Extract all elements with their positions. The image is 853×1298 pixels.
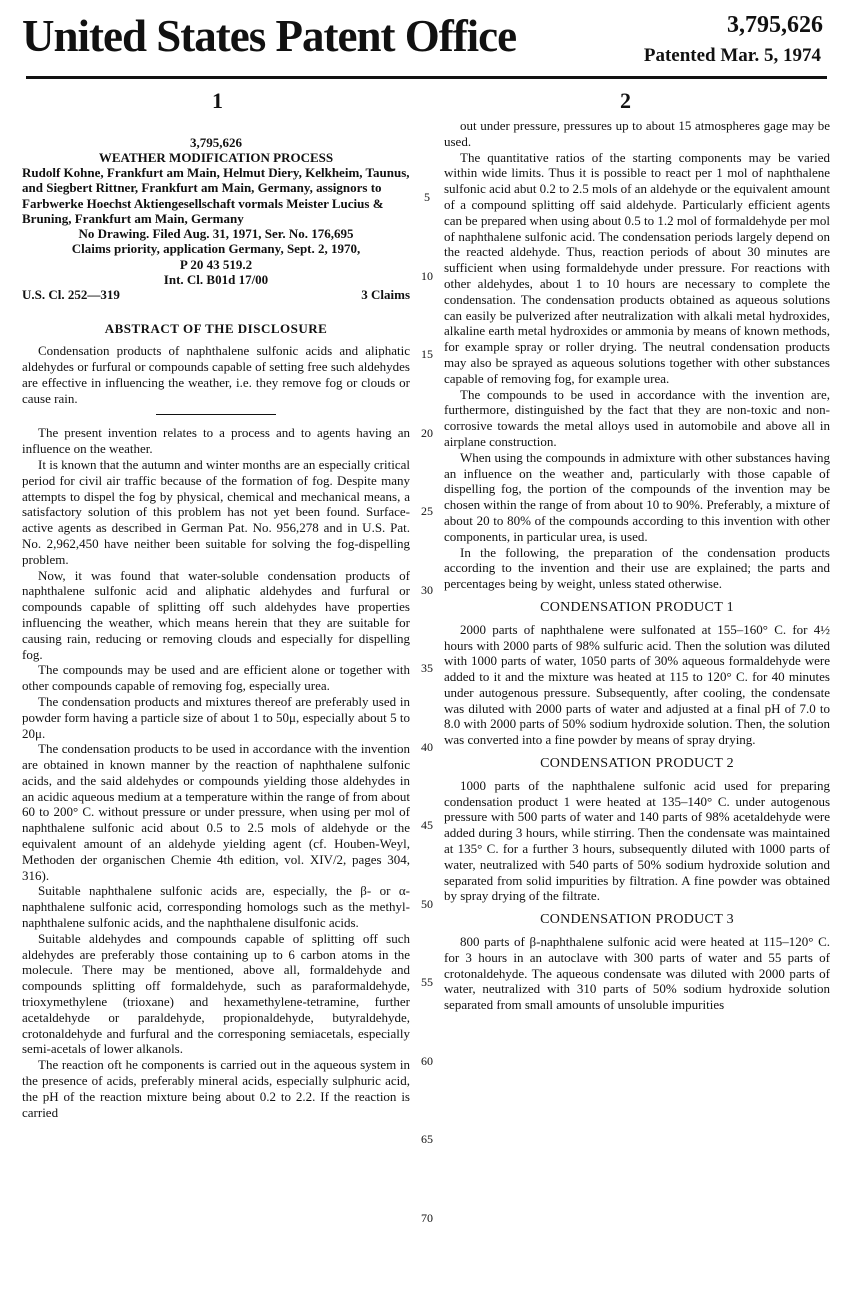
body-paragraph: out under pressure, pressures up to about 15 atmospheres gage may be used. [444,118,830,149]
body-paragraph: The compounds may be used and are efficient alone or together with other compounds capable of removing fog, especially urea. [22,662,410,694]
body-paragraph: Now, it was found that water-soluble condensation products of naphthalene sulfonic acid and aliphatic aldehydes and furfural or compounds capable of splitting off such aldehydes have properties influencing the weather, which means herein that they are suitable for causing rain, reducing or removing clouds and especially for dispelling fog. [22,567,410,662]
line-number: 15 [421,347,433,361]
left-column [22,135,410,1120]
claims-count: 3 Claims [361,287,410,303]
right-body [444,118,830,592]
filing-line-1: No Drawing. Filed Aug. 31, 1971, Ser. No. 176,695 [78,226,354,242]
abstract-title: ABSTRACT OF THE DISCLOSURE [104,321,328,337]
body-paragraph: Suitable naphthalene sulfonic acids are, especially, the β- or α-naphthalene sulfonic acid, corresponding homologs such as the methyl-naphthalene sulfonic acids, and the naphthalene disulfonic acids. [22,883,410,931]
abstract-rule [156,414,276,415]
inventors: Rudolf Kohne, Frankfurt am Main, Helmut Diery, Kelkheim, Taunus, and Siegbert Rittner, Frankfurt am Main, Germany, assignors to Farbwerke Hoechst Aktiengesellschaft vormals Meister Lucius & Bruning, Frankfurt am Main, Germany [22,165,410,226]
filing-line-3: P 20 43 519.2 [179,256,253,272]
section-heading: CONDENSATION PRODUCT 1 [540,599,734,615]
body-paragraph: In the following, the preparation of the condensation products according to the invention and their use are explained; the parts and percentages being by weight, unless stated otherwise. [444,544,830,592]
product-paragraph: 2000 parts of naphthalene were sulfonated at 155–160° C. for 4½ hours with 2000 parts of 98% sulfuric acid. Then the solution was diluted with 1000 parts of water, 1050 parts of 30% aqueous formaldehyde were added to it and the mixture was heated at 115 to 120° C. for 40 minutes under autogenous pressure. Subsequently, after cooling, the condensate was diluted with 2000 parts of water and adjusted at a final pH of 7.0 to 8.0 with 2000 parts of 50% sodium hydroxide solution. Then, the solution was converted into a fine powder by means of spray drying. [444,621,830,748]
front-patent-number: 3,795,626 [190,135,242,150]
right-column [444,118,830,1013]
line-number: 30 [421,582,433,597]
classification-row [22,287,410,303]
patented-date: Patented Mar. 5, 1974 [643,45,821,66]
line-number: 55 [421,975,433,989]
front-matter [22,135,410,165]
body-paragraph: The reaction oft he components is carried out in the aqueous system in the presence of acids, preferably mineral acids, especially sulphuric acid, the pH of the reaction mixture being about 0.2 to 2.2. If the reaction is carried [22,1057,410,1120]
condensation-products [444,600,830,1013]
us-classification: U.S. Cl. 252—319 [22,287,120,303]
body-paragraph: When using the compounds in admixture with other substances having an influence on the weather and, particularly with those capable of dispelling fog, the portion of the compounds of the invention may be chosen within the range of from about 10 to 90%. Preferably, a mixture of about 20 to 80% of the compounds according to this invention with other components, in particular urea, is used. [444,449,830,544]
line-number: 35 [421,661,433,675]
column-number-left: 1 [212,88,223,113]
body-paragraph: The quantitative ratios of the starting components may be varied within wide limits. Thus it is possible to react per 1 mol of naphthalene sulfonic acid abut 0.2 to 2.5 mols of an aldehyde or the equivalent amount of a compound splitting off said aldehyde. Particularly efficient agents can be prepared when using about 0.5 to 1.2 mol of formaldehyde per mol of naphthalene sulfonic acid. The condensation periods largely depend on the reacted aldehyde. Thus, reaction periods of about 30 minutes are sufficient when using formaldehyde under pressure. For reactions with other aldehydes, about 1 to 10 hours are necessary to complete the condensation. The condensation products obtained as aqueous solutions can easily be pulverized after neutralization with alkali metal hydroxides, alkaline earth metal hydroxides or ammonia by means of known methods, for example spray or roller drying. The neutral condensation products may also be sprayed as aqueous solutions together with other substances capable of removing fog, for example urea. [444,149,830,386]
body-paragraph: The condensation products and mixtures thereof are preferably used in powder form having a particle size of about 1 to 50μ, especially about 5 to 20μ. [22,693,410,741]
line-number: 20 [421,425,433,440]
line-number: 65 [421,1132,433,1146]
line-number: 10 [421,268,433,283]
line-number: 40 [421,739,433,754]
body-paragraph: Suitable aldehydes and compounds capable of splitting off such aldehydes are preferably those containing up to 6 carbon atoms in the molecule. There may be mentioned, above all, formaldehyde and compounds splitting off formaldehyde, such as paraformaldehyde, trioxymethylene (trioxane) and hexamethylene-tetramine, further acetaldehyde or paraldehyde, propionaldehyde, butyraldehyde, crotonaldehyde and furfural and the corresponing semiacetals, especially semi-acetals of lower alkanols. [22,930,410,1057]
patent-title: WEATHER MODIFICATION PROCESS [98,150,334,165]
office-title: United States Patent Office [22,11,517,61]
patent-number: 3,795,626 [727,12,823,38]
product-paragraph: 800 parts of β-naphthalene sulfonic acid were heated at 115–120° C. for 3 hours in an autoclave with 300 parts of water and 55 parts of crotonaldehyde. The aqueous condensate was diluted with 2000 parts of water, neutralized with 310 parts of 50% sodium hydroxide solution separated from small amounts of unsoluble impurities [444,934,830,1013]
body-paragraph: The condensation products to be used in accordance with the invention are obtained in known manner by the reaction of naphthalene sulfonic acids, and the said aldehydes or compounds yielding those aldehydes in an acidic aqueous medium at a temperature within the range of from about 60 to 200° C. without pressure or under pressure, when using per mol of naphthalene sulfonic acid about 0.5 to 2.5 mols of aldehyde or the equivalent amount of an aldehyde yielding agent (cf. Houben-Weyl, Methoden der organischen Chemie 4th edition, vol. XIV/2, pages 304, 316). [22,741,410,883]
body-paragraph: The compounds to be used in accordance with the invention are, furthermore, distinguished by the fact that they are non-toxic and non-corrosive towards the metal alloys used in automobile and above all in airplane construction. [444,386,830,449]
column-number-right: 2 [620,88,631,113]
line-number: 5 [424,190,430,204]
body-paragraph: The present invention relates to a process and to agents having an influence on the weather. [22,425,410,457]
left-body [22,425,410,1120]
line-number: 60 [421,1053,433,1068]
section-heading: CONDENSATION PRODUCT 3 [540,912,734,928]
line-number: 70 [421,1210,433,1225]
body-paragraph: It is known that the autumn and winter months are an especially critical period for civil air traffic because of the formation of fog. Despite many attempts to dispel the fog by physical, chemical and mechanical means, a satisfactory solution of this problem has not yet been found. Surface-active agents as described in German Pat. No. 956,278 and in U.S. Pat. No. 2,962,450 have neither been suitable for solving the fog-dispelling problem. [22,456,410,567]
header-rule [26,76,827,79]
section-heading: CONDENSATION PRODUCT 2 [540,756,734,772]
product-paragraph: 1000 parts of the naphthalene sulfonic acid used for preparing condensation product 1 were heated at 135–140° C. under autogenous pressure with 500 parts of water and 140 parts of 98% acetaldehyde were added during 3 hours, while stirring. Then the condensate was maintained at 135° C. for a further 3 hours, subsequently diluted with 1000 parts of water, neutralized with 540 parts of 50% sodium hydroxide solution and separated from solid impurities by filtration. A fine powder was obtained by spray drying of the filtrate. [444,777,830,904]
abstract-text: Condensation products of naphthalene sulfonic acids and aliphatic aldehydes or furfural or compounds capable of setting free such aldehydes are effective in influencing the weather, i.e. they remove fog or clouds or cause rain. [22,343,410,406]
line-number: 50 [421,896,433,911]
line-number: 45 [421,818,433,832]
line-number: 25 [421,504,433,518]
int-classification: Int. Cl. B01d 17/00 [163,272,269,288]
filing-line-2: Claims priority, application Germany, Sept. 2, 1970, [71,241,361,257]
